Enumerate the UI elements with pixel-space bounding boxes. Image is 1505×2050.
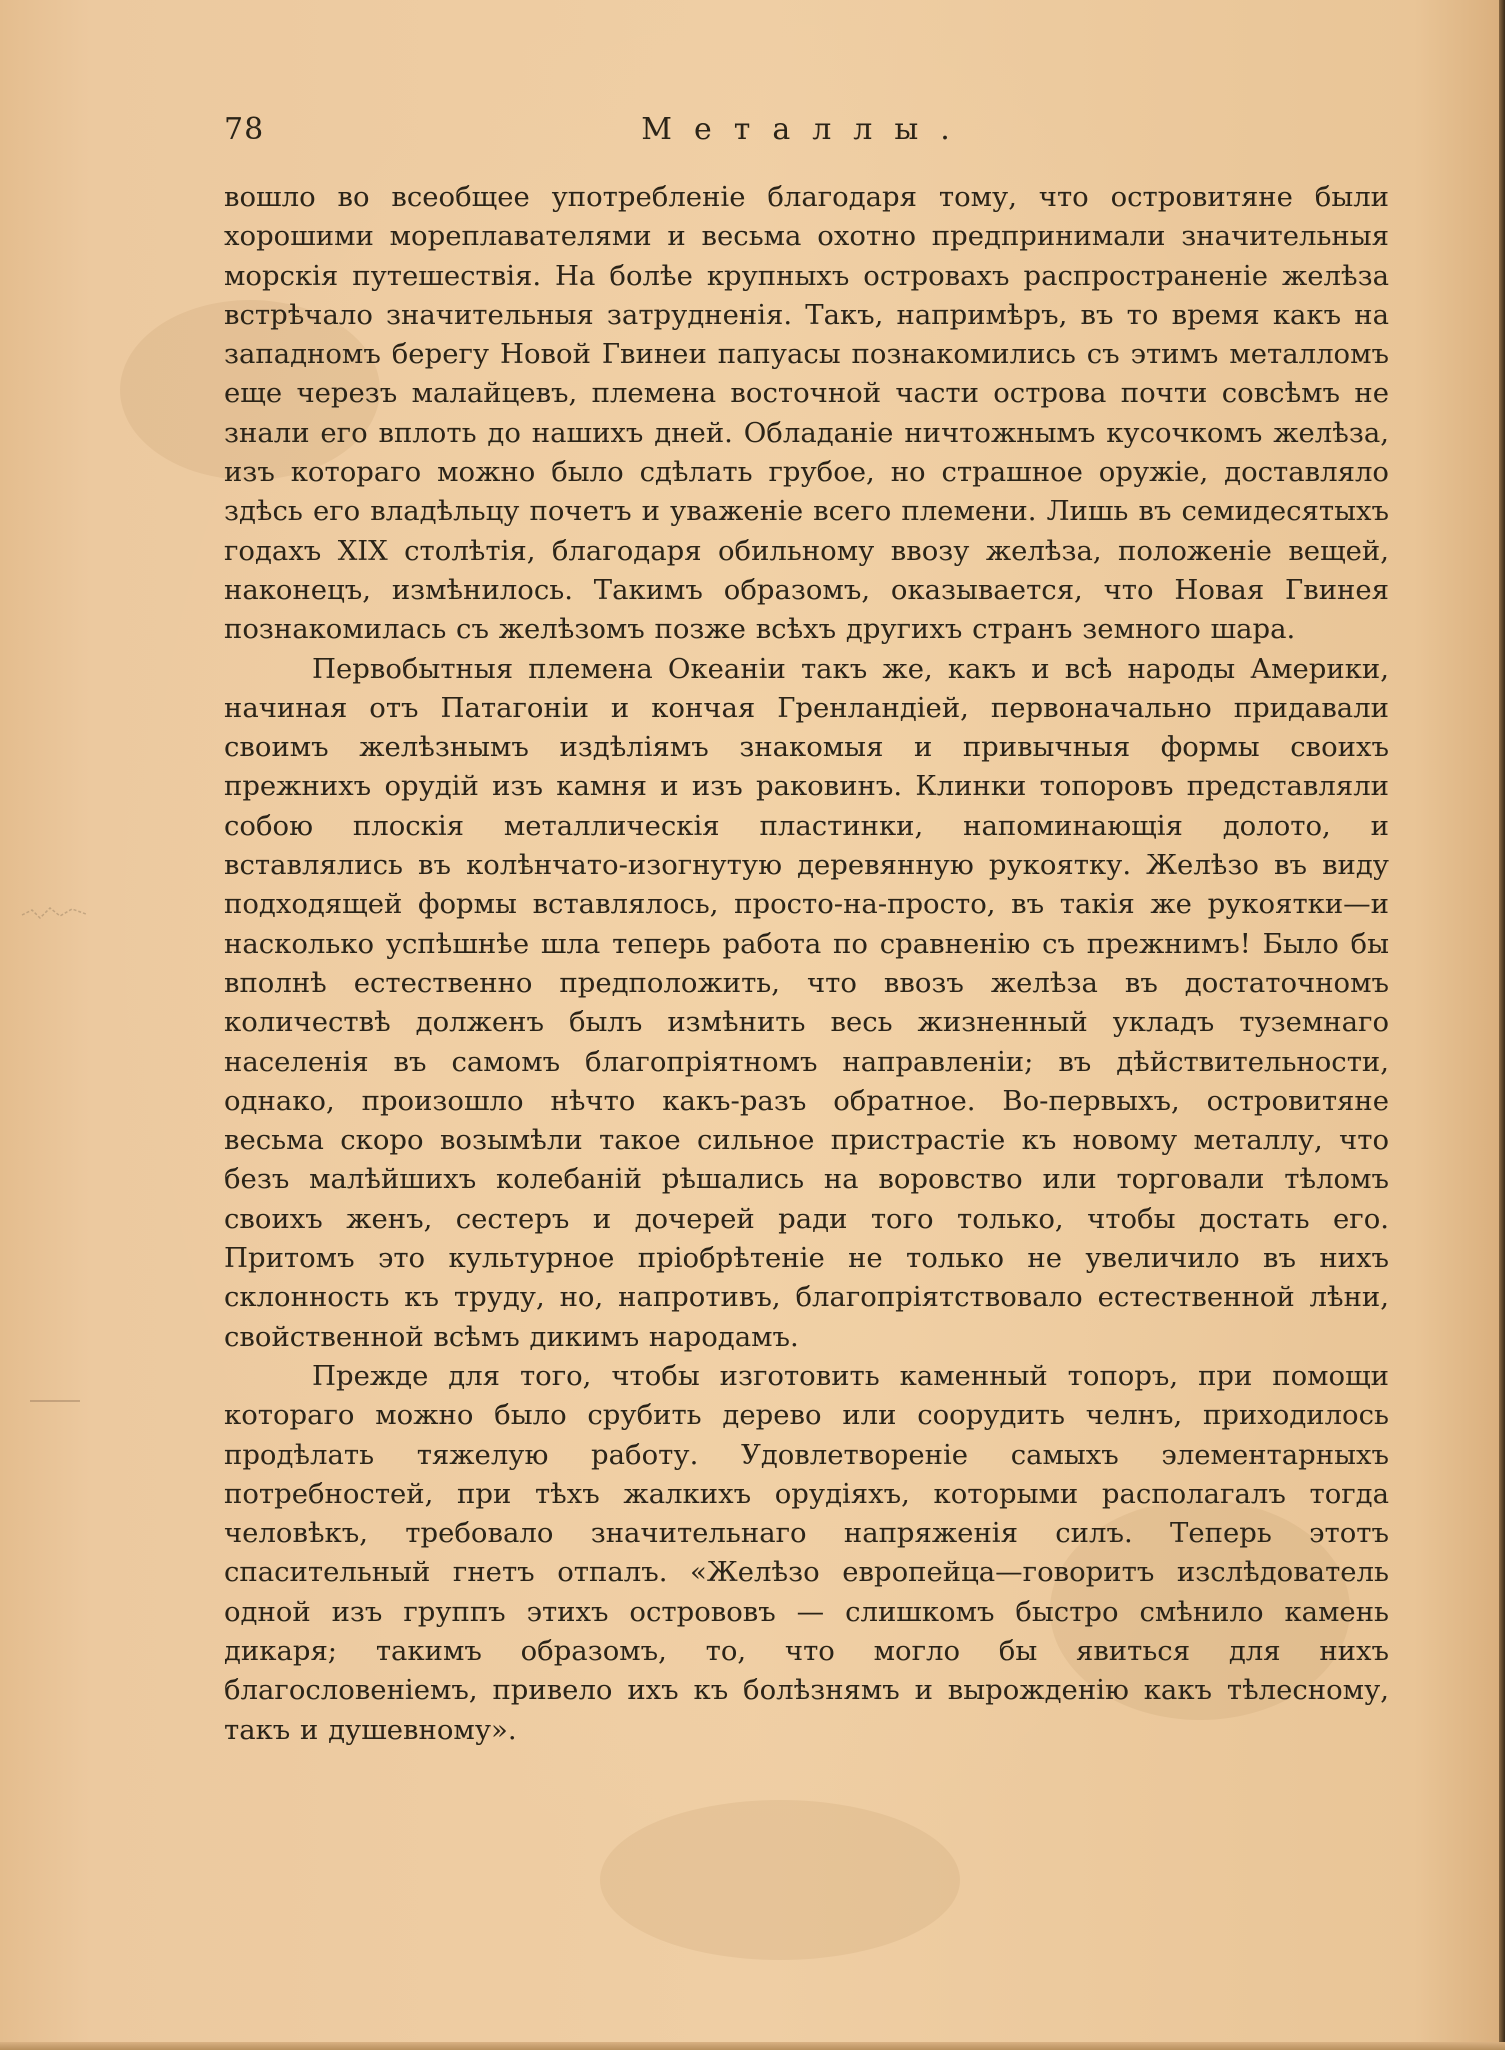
margin-smudge bbox=[20, 900, 90, 930]
body-text bbox=[224, 178, 1389, 1750]
running-title: Металлы. bbox=[641, 112, 972, 147]
paper-stain bbox=[600, 1800, 960, 1960]
paragraph-1: вошло во всеобщее употребленіе благодаря тому, что островитяне были хорошими мореплавателями и весьма охотно предпринимали значительныя морскія путешествія. На болѣе крупныхъ островахъ распространеніе желѣза встрѣчало значительныя затрудненія. Такъ, напримѣръ, въ то время какъ на западномъ берегу Новой Гвинеи папуасы познакомились съ этимъ металломъ еще черезъ малайцевъ, племена восточной части острова почти совсѣмъ не знали его вплоть до нашихъ дней. Обладаніе ничтожнымъ кусочкомъ желѣза, изъ котораго можно было сдѣлать грубое, но страшное оружіе, доставляло здѣсь его владѣльцу почетъ и уваженіе всего племени. Лишь въ семидесятыхъ годахъ XIX столѣтія, благодаря обильному ввозу желѣза, положеніе вещей, наконецъ, измѣнилось. Такимъ образомъ, оказывается, что Новая Гвинея познакомилась съ желѣзомъ позже всѣхъ другихъ странъ земного шара. bbox=[224, 181, 1389, 646]
paragraph-2: Первобытныя племена Океаніи такъ же, какъ и всѣ народы Америки, начиная отъ Патагоніи и кончая Гренландіей, первоначально придавали своимъ желѣзнымъ издѣліямъ знакомыя и привычныя формы своихъ прежнихъ орудій изъ камня и изъ раковинъ. Клинки топоровъ представляли собою плоскія металлическія пластинки, напоминающія долото, и вставлялись въ колѣнчато-изогнутую деревянную рукоятку. Желѣзо въ виду подходящей формы вставлялось, просто-на-просто, въ такія же рукоятки—и насколько успѣшнѣе шла теперь работа по сравненію съ прежнимъ! Было бы вполнѣ естественно предположить, что ввозъ желѣза въ достаточномъ количествѣ долженъ былъ измѣнить весь жизненный укладъ туземнаго населенія въ самомъ благопріятномъ направленіи; въ дѣйствительности, однако, произошло нѣчто какъ-разъ обратное. Во-первыхъ, островитяне весьма скоро возымѣли такое сильное пристрастіе къ новому металлу, что безъ малѣйшихъ колебаній рѣшались на воровство или торговали тѣломъ своихъ женъ, сестеръ и дочерей ради того только, чтобы достать его. Притомъ это культурное пріобрѣтеніе не только не увеличило въ нихъ склонность къ труду, но, напротивъ, благопріятствовало естественной лѣни, свойственной всѣмъ дикимъ народамъ. bbox=[224, 652, 1389, 1353]
page-header bbox=[224, 112, 1389, 152]
page-edge-right bbox=[1499, 0, 1505, 2050]
page-number: 78 bbox=[224, 112, 265, 147]
margin-mark-line bbox=[30, 1400, 80, 1402]
paragraph-3: Прежде для того, чтобы изготовить каменный топоръ, при помощи котораго можно было срубить дерево или соорудить челнъ, приходилось продѣлать тяжелую работу. Удовлетвореніе самыхъ элементарныхъ потребностей, при тѣхъ жалкихъ орудіяхъ, которыми располагалъ тогда человѣкъ, требовало значительнаго напряженія силъ. Теперь этотъ спасительный гнетъ отпалъ. «Желѣзо европейца—говоритъ изслѣдователь одной изъ группъ этихъ острововъ — слишкомъ быстро смѣнило камень дикаря; такимъ образомъ, то, что могло бы явиться для нихъ благословеніемъ, привело ихъ къ болѣзнямъ и вырожденію какъ тѣлесному, такъ и душевному». bbox=[224, 1359, 1389, 1746]
page-edge-bottom bbox=[0, 2042, 1505, 2050]
